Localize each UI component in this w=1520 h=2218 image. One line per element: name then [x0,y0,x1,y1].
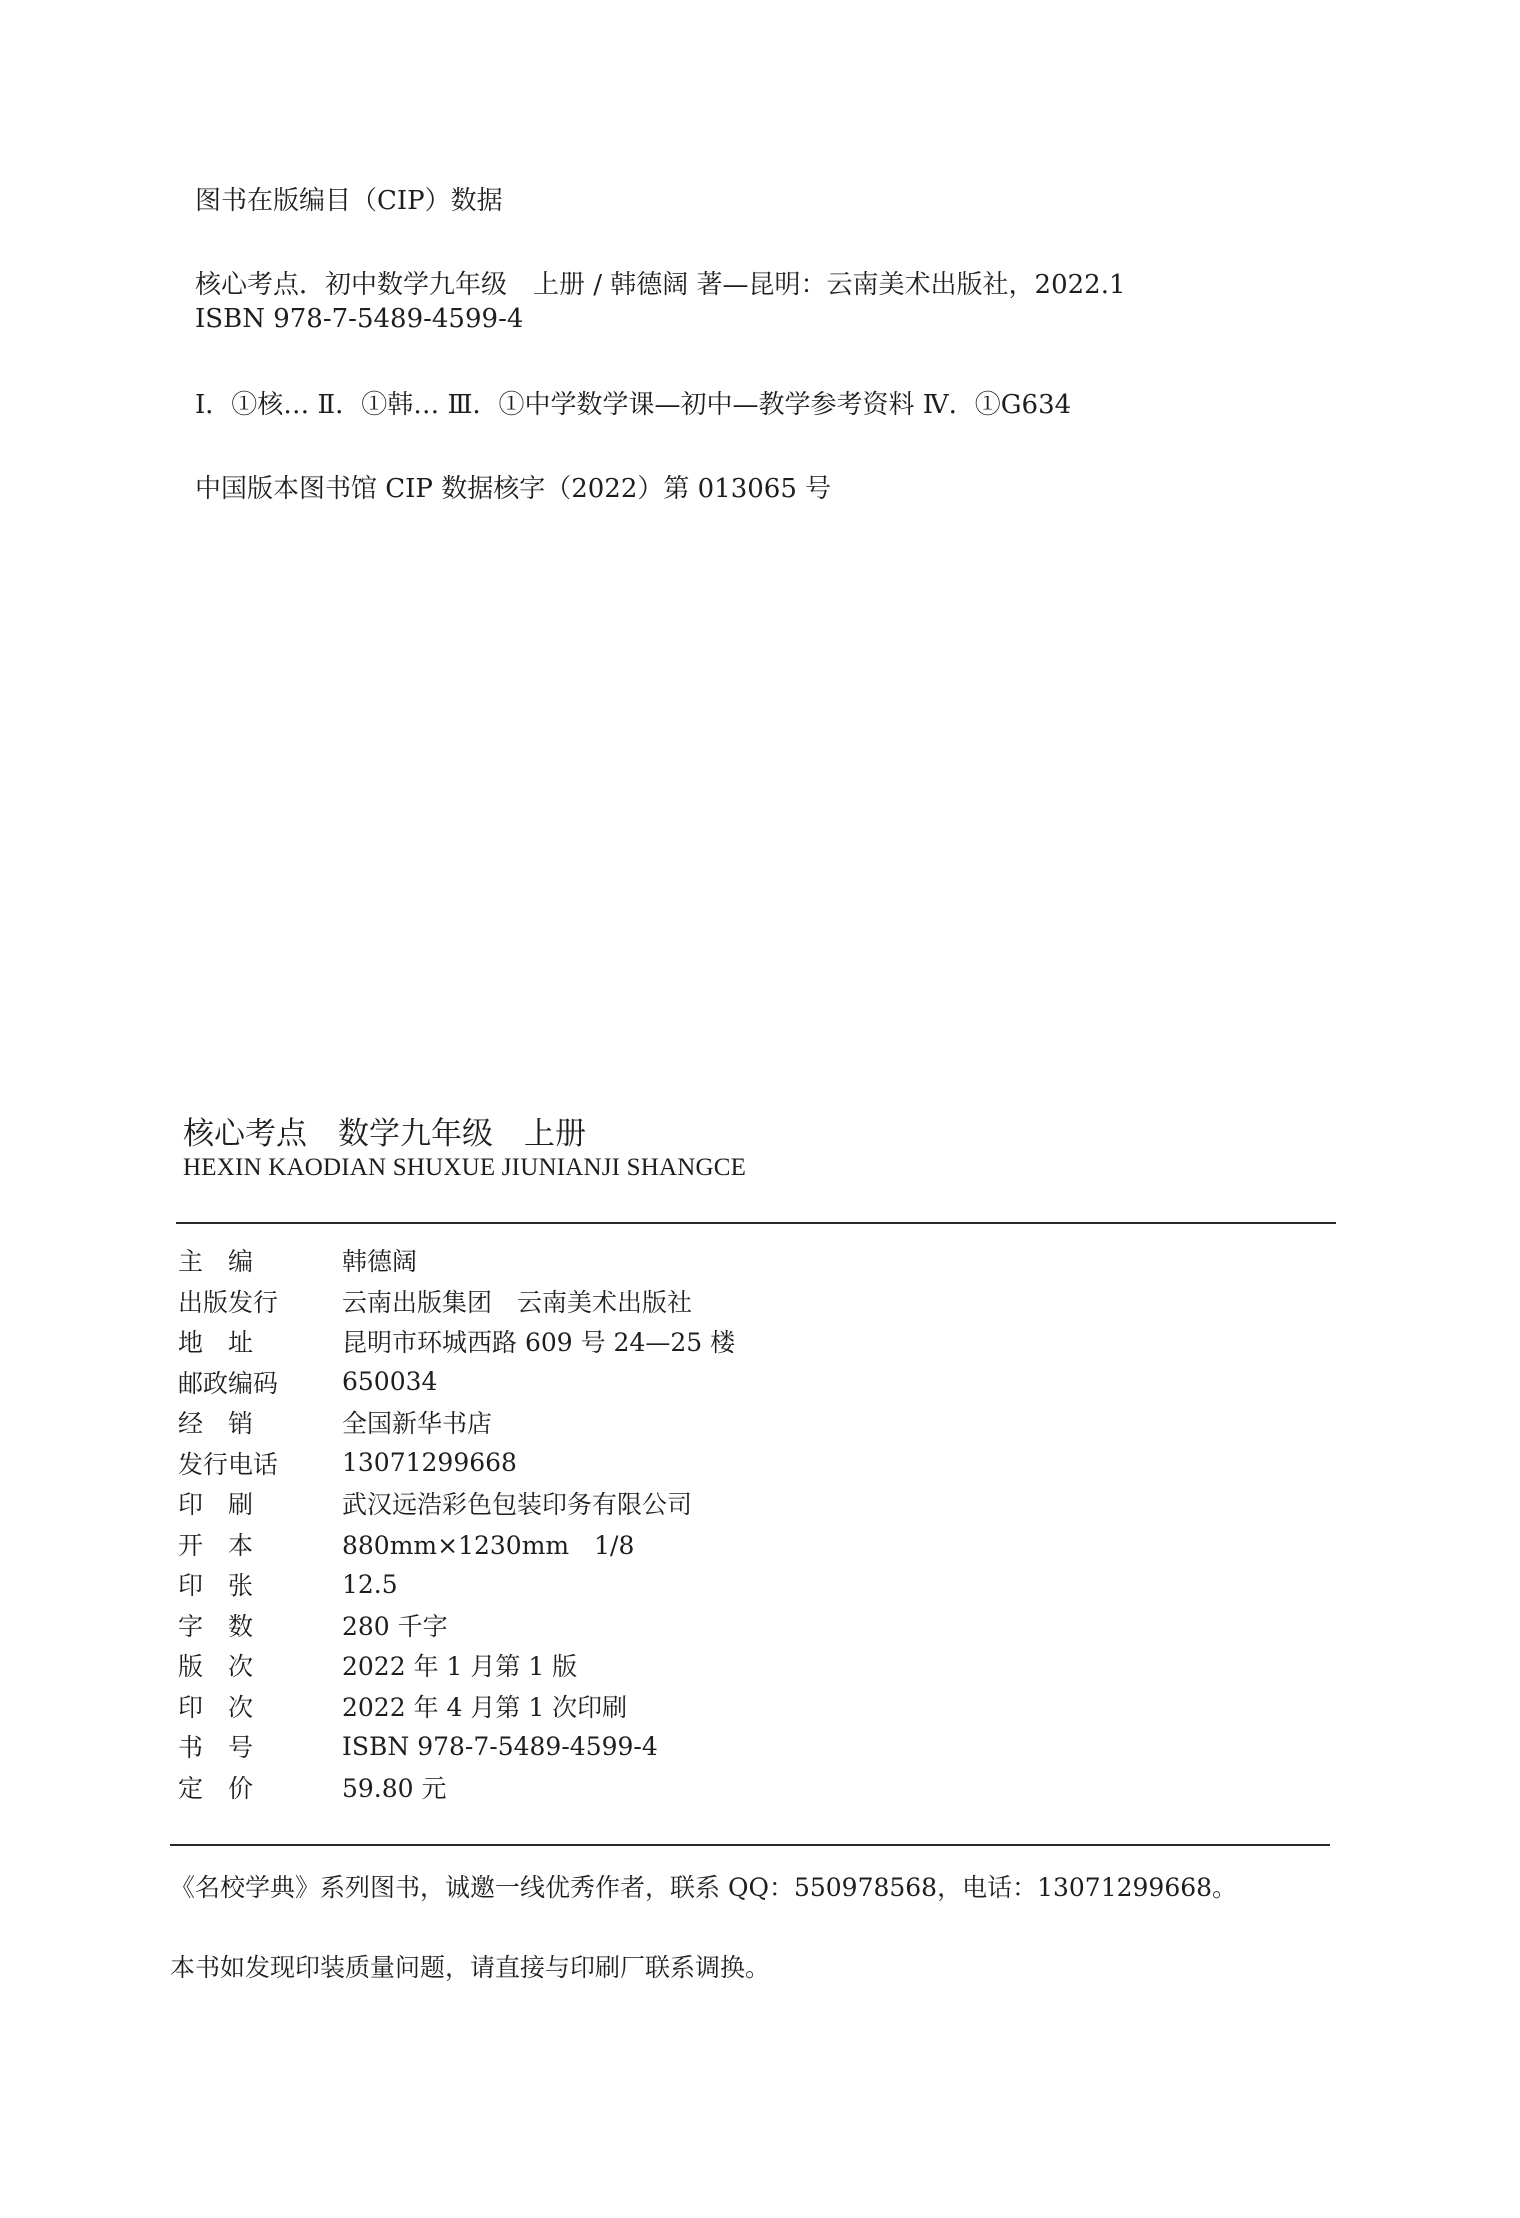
detail-label: 印 刷 [178,1490,254,1520]
detail-value: 880mm×1230mm 1/8 [342,1530,635,1560]
detail-value: 全国新华书店 [342,1409,493,1439]
cip-heading: 图书在版编目（CIP）数据 [195,186,503,216]
detail-label: 书 号 [178,1733,254,1763]
detail-label: 发行电话 [178,1449,279,1479]
detail-label: 经 销 [178,1409,254,1439]
detail-row-distributor [178,1402,1078,1443]
detail-value: 韩德阔 [342,1247,418,1277]
detail-row-phone [178,1443,1078,1484]
series-notice: 《名校学典》系列图书，诚邀一线优秀作者，联系 QQ：550978568，电话：13071299668。 [170,1873,1238,1902]
detail-row-publisher [178,1281,1078,1322]
detail-label: 出版发行 [178,1287,279,1317]
detail-value: 2022 年 1 月第 1 版 [342,1652,578,1682]
detail-value: 13071299668 [342,1448,517,1478]
cip-title-line: 核心考点．初中数学九年级 上册 / 韩德阔 著—昆明：云南美术出版社，2022.1 [195,270,1126,300]
book-title: 核心考点 数学九年级 上册 [183,1116,586,1152]
detail-label: 版 次 [178,1652,254,1682]
detail-row-isbn [178,1726,1078,1767]
detail-row-word-count [178,1605,1078,1646]
cip-classification: Ⅰ．①核… Ⅱ．①韩… Ⅲ．①中学数学课—初中—教学参考资料 Ⅳ．①G634 [195,390,1072,420]
detail-value: 云南出版集团 云南美术出版社 [342,1287,693,1317]
detail-row-price [178,1767,1078,1808]
detail-label: 邮政编码 [178,1368,279,1398]
detail-label: 主 编 [178,1247,254,1277]
detail-value: 昆明市环城西路 609 号 24—25 楼 [342,1328,736,1358]
detail-row-printer [178,1483,1078,1524]
detail-label: 印 张 [178,1571,254,1601]
detail-value: 280 千字 [342,1611,448,1641]
detail-value: 59.80 元 [342,1773,447,1803]
book-title-pinyin: HEXIN KAODIAN SHUXUE JIUNIANJI SHANGCE [183,1154,747,1181]
detail-label: 印 次 [178,1692,254,1722]
top-divider [176,1222,1336,1224]
detail-row-format [178,1524,1078,1565]
detail-value: 武汉远浩彩色包装印务有限公司 [342,1490,693,1520]
bottom-divider [170,1844,1330,1846]
detail-value: 2022 年 4 月第 1 次印刷 [342,1692,628,1722]
quality-notice: 本书如发现印装质量问题，请直接与印刷厂联系调换。 [170,1953,771,1982]
publication-details [178,1240,1078,1807]
cip-record-number: 中国版本图书馆 CIP 数据核字（2022）第 013065 号 [195,474,832,504]
detail-label: 字 数 [178,1611,254,1641]
detail-row-editor [178,1240,1078,1281]
cip-isbn: ISBN 978-7-5489-4599-4 [195,304,524,334]
detail-label: 定 价 [178,1773,254,1803]
detail-row-printing [178,1686,1078,1727]
detail-value: ISBN 978-7-5489-4599-4 [342,1731,658,1761]
detail-row-address [178,1321,1078,1362]
detail-row-postcode [178,1362,1078,1403]
detail-row-edition [178,1645,1078,1686]
detail-label: 地 址 [178,1328,254,1358]
detail-value: 650034 [342,1367,438,1397]
detail-row-sheets [178,1564,1078,1605]
detail-value: 12.5 [342,1569,398,1599]
detail-label: 开 本 [178,1530,254,1560]
